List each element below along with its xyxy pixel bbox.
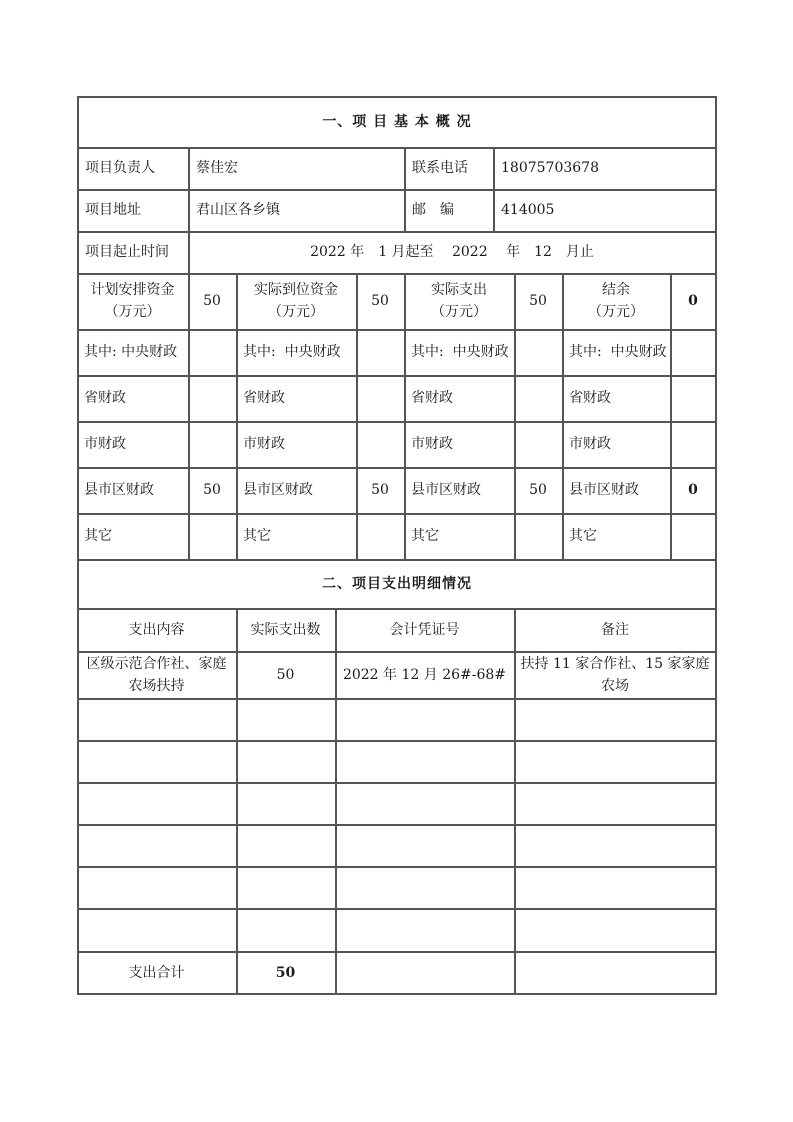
balance-value: 0	[688, 293, 698, 309]
row-divider	[77, 740, 717, 742]
source-value	[188, 513, 236, 559]
source-label: 市财政	[569, 436, 611, 452]
source-label: 其中: 中央财政	[243, 344, 341, 360]
source-value	[514, 513, 562, 559]
source-value	[356, 329, 404, 375]
label-line: 实际到位资金	[254, 282, 338, 298]
row-divider	[77, 866, 717, 868]
actual-spend-value: 50	[529, 293, 547, 309]
source-label: 省财政	[84, 390, 126, 406]
row-divider	[77, 782, 717, 784]
source-value	[514, 421, 562, 467]
period-label: 项目起止时间	[85, 244, 169, 260]
postcode-label: 邮 编	[412, 202, 454, 218]
source-value: 0	[688, 482, 698, 498]
leader-label: 项目负责人	[85, 160, 155, 176]
received-funds-value: 50	[371, 293, 389, 309]
source-value	[188, 421, 236, 467]
detail-content: 区级示范合作社、家庭农场扶持	[86, 655, 227, 694]
row-divider	[77, 698, 717, 700]
total-value: 50	[275, 964, 296, 981]
postcode-value: 414005	[501, 202, 555, 218]
label-line: 结余	[602, 282, 630, 298]
source-value: 50	[203, 482, 221, 498]
source-value	[670, 513, 716, 559]
source-label: 县市区财政	[84, 482, 154, 498]
planned-funds-value: 50	[203, 293, 221, 309]
source-label: 其它	[569, 528, 597, 544]
source-label: 市财政	[84, 436, 126, 452]
detail-voucher: 2022 年 12 月 26#-68#	[342, 666, 507, 683]
balance-label	[562, 273, 670, 329]
row-divider	[77, 908, 717, 910]
source-label: 省财政	[569, 390, 611, 406]
label-unit: （万元）	[268, 304, 324, 320]
source-label: 县市区财政	[411, 482, 481, 498]
source-value	[356, 421, 404, 467]
header-content: 支出内容	[128, 621, 185, 638]
header-amount: 实际支出数	[250, 621, 321, 638]
total-label: 支出合计	[128, 964, 185, 981]
detail-amount: 50	[276, 666, 295, 683]
received-funds-label	[236, 273, 356, 329]
source-value	[188, 375, 236, 421]
source-label: 其中: 中央财政	[569, 344, 667, 360]
source-value: 50	[529, 482, 547, 498]
source-label: 县市区财政	[243, 482, 313, 498]
label-line: 计划安排资金	[90, 282, 175, 298]
header-voucher: 会计凭证号	[389, 621, 460, 638]
source-value: 50	[371, 482, 389, 498]
leader-value: 蔡佳宏	[196, 160, 238, 176]
source-label: 省财政	[243, 390, 285, 406]
source-label: 其中: 中央财政	[411, 344, 509, 360]
source-value	[514, 375, 562, 421]
detail-note: 扶持 11 家合作社、15 家家庭农场	[520, 655, 710, 694]
source-label: 其它	[243, 528, 271, 544]
label-unit: （万元）	[588, 304, 644, 320]
source-label: 市财政	[411, 436, 453, 452]
source-label: 其它	[411, 528, 439, 544]
label-line: 实际支出	[431, 282, 487, 298]
source-value	[188, 329, 236, 375]
source-label: 其它	[84, 528, 112, 544]
source-value	[356, 513, 404, 559]
address-label: 项目地址	[85, 202, 141, 218]
label-unit: （万元）	[104, 304, 161, 320]
source-label: 县市区财政	[569, 482, 639, 498]
source-value	[514, 329, 562, 375]
phone-label: 联系电话	[412, 160, 468, 176]
source-label: 市财政	[243, 436, 285, 452]
actual-spend-label	[404, 273, 514, 329]
row-divider	[77, 824, 717, 826]
phone-value: 18075703678	[501, 160, 599, 176]
source-label: 省财政	[411, 390, 453, 406]
section1-title: 一、项 目 基 本 概 况	[322, 113, 472, 130]
address-value: 君山区各乡镇	[196, 202, 280, 218]
source-value	[356, 375, 404, 421]
source-value	[670, 329, 716, 375]
source-value	[670, 421, 716, 467]
label-unit: （万元）	[431, 304, 487, 320]
section2-title: 二、项目支出明细情况	[322, 575, 472, 592]
period-value: 2022 年 1 月起至 2022 年 12 月止	[310, 244, 594, 260]
source-value	[670, 375, 716, 421]
planned-funds-label	[77, 273, 188, 329]
header-note: 备注	[601, 621, 629, 638]
source-label: 其中: 中央财政	[84, 344, 178, 360]
